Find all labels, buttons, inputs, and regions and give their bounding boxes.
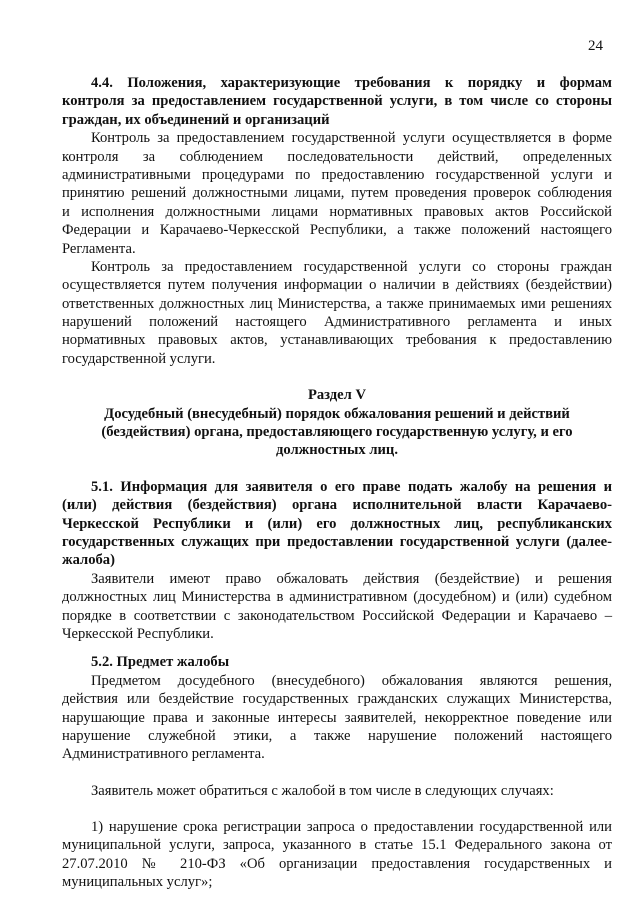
paragraph-line: нарушений положений настоящего Административного регламента и иных (62, 314, 612, 331)
section-4-4-heading-line: 4.4. Положения, характеризующие требования к порядку и формам (91, 75, 612, 91)
page-number: 24 (588, 38, 603, 54)
section-subtitle-line: Досудебный (внесудебный) порядок обжалования решений и действий (104, 405, 570, 422)
section-4-4-heading-line: контроля за предоставлением государственной услуги, в том числе со стороны (62, 93, 612, 110)
paragraph-line: нормативных правовых актов, устанавливающих требования к предоставлению (62, 332, 612, 349)
section-5-1-heading-line: (или) действия (бездействия) органа исполнительной власти Карачаево- (62, 497, 612, 514)
paragraph-line: ответственных должностных лиц Министерства, а также принимаемых ими решениях (62, 295, 612, 312)
paragraph-line: Контроль за предоставлением государственной услуги осуществляется в форме (91, 130, 612, 147)
section-4-4-heading-line: граждан, их объединений и организаций (62, 111, 330, 128)
section-v-title-block (62, 386, 612, 460)
list-item-line: 1) нарушение срока регистрации запроса о предоставлении государственной или (91, 819, 612, 836)
section-5-1-heading-line: жалоба) (62, 552, 115, 569)
paragraph-line: и исполнения должностными лицами нормативных правовых актов Российской (62, 203, 612, 220)
list-item-line: 27.07.2010 № 210-ФЗ «Об организации предоставления государственных и (62, 855, 612, 872)
paragraph-line: контроля за соблюдением последовательности действий, определенных (62, 148, 612, 165)
section-5-2-heading: 5.2. Предмет жалобы (91, 654, 230, 671)
cases-intro: Заявитель может обратиться с жалобой в том числе в следующих случаях: (91, 782, 554, 799)
section-5-1-heading-line: Черкесской Республики и (или) его должностных лиц, республиканских (62, 515, 612, 532)
paragraph-line: Административного регламента. (62, 746, 265, 763)
section-subtitle-line: (бездействия) органа, предоставляющего государственную услугу, и его (101, 424, 573, 441)
paragraph-line: должностных лиц Министерства в административном (досудебном) и (или) судебном (62, 589, 612, 606)
paragraph-line: осуществляется путем получения информации о наличии в действиях (бездействии) (62, 277, 612, 294)
paragraph-line: порядке в соответствии с законодательством Российской Федерации и Карачаево – (62, 607, 612, 624)
section-title: Раздел V (307, 387, 367, 404)
section-subtitle-line: должностных лиц. (275, 442, 398, 459)
list-item-line: муниципальной услуги, запроса, указанного в статье 15.1 Федерального закона от (62, 837, 612, 854)
paragraph-line: нарушение служебной этики, а также нарушение положений настоящего (62, 727, 612, 744)
section-5-1-heading-line: государственных служащих при предоставлении государственной услуги (далее- (62, 533, 612, 550)
section-4-4 (62, 74, 612, 368)
section-5-2 (62, 653, 612, 891)
document-body (62, 74, 612, 892)
paragraph-line: Регламента. (62, 240, 136, 257)
paragraph-line: нарушающие права и законные интересы заявителей, некорректное поведение или (62, 709, 612, 726)
paragraph-line: Заявители имеют право обжаловать действия (бездействие) и решения (91, 570, 612, 587)
paragraph-line: Контроль за предоставлением государственной услуги со стороны граждан (91, 258, 612, 275)
paragraph-line: действия или бездействие государственных гражданских служащих Министерства, (62, 691, 612, 708)
paragraph-line: административными процедурами по предоставлению государственной услуги и (62, 166, 612, 183)
paragraph-line: Предметом досудебного (внесудебного) обжалования являются решения, (91, 672, 612, 689)
paragraph-line: государственной услуги. (62, 350, 216, 367)
paragraph-line: принятию решений должностными лицами, путем проведения проверок соблюдения (62, 185, 612, 202)
paragraph-line: Черкесской Республики. (62, 625, 214, 642)
section-5-1 (62, 478, 612, 644)
paragraph-line: Федерации и Карачаево-Черкесской Республики, а также положений настоящего (62, 222, 612, 239)
list-item-line: муниципальных услуг»; (62, 874, 213, 891)
section-5-1-heading-line: 5.1. Информация для заявителя о его праве подать жалобу на решения и (91, 478, 612, 495)
